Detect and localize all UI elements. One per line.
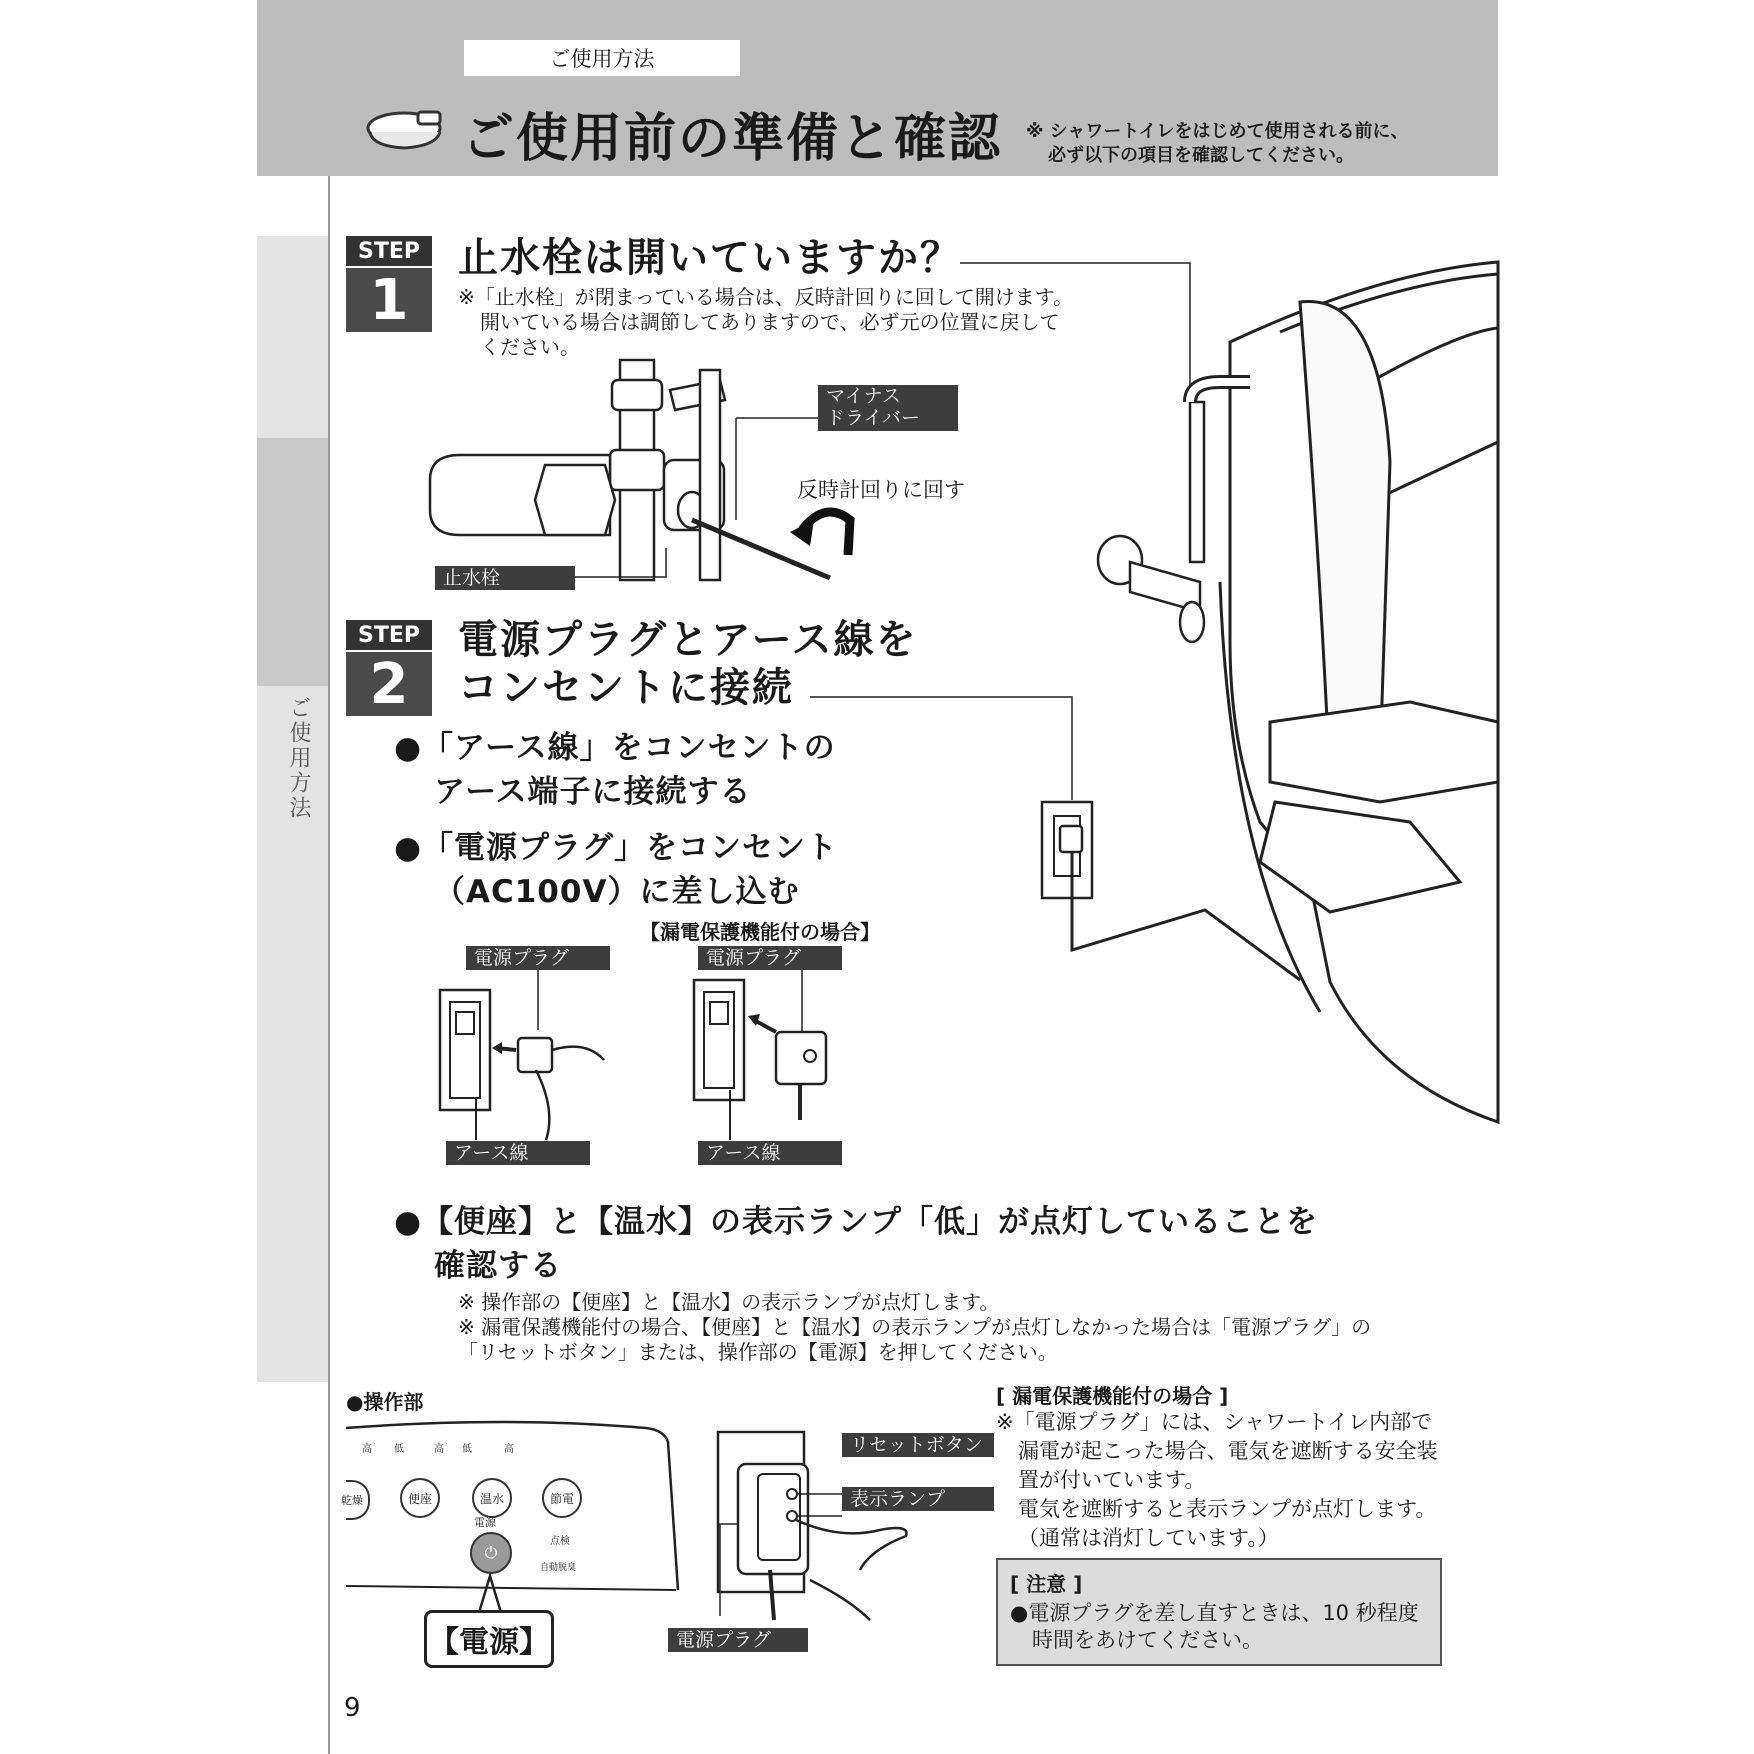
deodor-label: 自動脱臭 — [540, 1563, 577, 1573]
eco-button-label: 節電 — [549, 1491, 574, 1506]
tag-stop-valve: 止水栓 — [435, 566, 575, 590]
leakage-info-line3: 置が付いています。 — [1018, 1468, 1206, 1492]
water-high-label: 高 — [434, 1444, 444, 1455]
leakage-heading: 【漏電保護機能付の場合】 — [640, 920, 880, 944]
step1-number: 1 — [346, 268, 432, 332]
seat-low-label: 低 — [394, 1444, 404, 1455]
step2-word: STEP — [346, 620, 432, 652]
tag-indicator-lamp: 表示ランプ — [842, 1487, 994, 1511]
eco-button[interactable] — [542, 1478, 582, 1518]
leakage-info-line5: （通常は消灯しています。） — [1018, 1526, 1279, 1550]
water-high-label-2: 高 — [504, 1444, 514, 1455]
tag-plug-left: 電源プラグ — [466, 946, 610, 970]
tag-screwdriver-line1: マイナス — [826, 385, 901, 407]
leakage-info-line2: 漏電が起こった場合、電気を遮断する安全装 — [1018, 1439, 1438, 1463]
header-note-line2: 必ず以下の項目を確認してください。 — [1048, 145, 1354, 166]
step2-bullet3-line2: 確認する — [434, 1248, 562, 1284]
tag-plug-right: 電源プラグ — [698, 946, 842, 970]
side-tab-label: ご使用方法 — [286, 696, 311, 821]
leakage-info-heading: [ 漏電保護機能付の場合 ] — [996, 1384, 1229, 1408]
step2-bullet2-line2: （AC100V）に差し込む — [434, 874, 800, 910]
caution-heading: [ 注意 ] — [1010, 1572, 1083, 1596]
water-button-label: 温水 — [479, 1491, 504, 1506]
water-low-label: 低 — [462, 1444, 472, 1455]
tag-screwdriver-line2: ドライバー — [826, 407, 921, 429]
section-label: ご使用方法 — [464, 40, 740, 76]
leakage-info-line1: ※「電源プラグ」には、シャワートイレ内部で — [996, 1410, 1433, 1434]
rotate-label: 反時計回りに回す — [797, 478, 965, 502]
plug-left-illustration — [436, 970, 606, 1140]
dry-button-label: 乾燥 — [341, 1494, 363, 1507]
caution-body — [1010, 1600, 1419, 1654]
power-callout: 【電源】 — [424, 1610, 554, 1668]
dry-button[interactable] — [341, 1480, 370, 1520]
step2-note2-line1: ※ 漏電保護機能付の場合、【便座】と【温水】の表示ランプが点灯しなかった場合は「電源プラグ」の — [458, 1315, 1372, 1339]
step1-heading: 止水栓は開いていますか？ — [458, 235, 962, 281]
check-label: 点検 — [550, 1536, 570, 1547]
seat-button[interactable] — [400, 1478, 440, 1518]
control-panel — [341, 1440, 676, 1573]
power-label: 電源 — [474, 1516, 496, 1529]
page-number: 9 — [344, 1693, 361, 1723]
step2-heading-line1: 電源プラグとアース線を — [458, 617, 918, 663]
water-button[interactable] — [472, 1478, 512, 1518]
page-title: ご使用前の準備と確認 — [462, 109, 1003, 169]
seat-button-label: 便座 — [407, 1491, 432, 1506]
step2-bullet3 — [394, 1200, 1318, 1288]
header-note-line1: ※ シャワートイレをはじめて使用される前に、 — [1026, 121, 1409, 142]
step2-note1: ※ 操作部の【便座】と【温水】の表示ランプが点灯します。 — [458, 1290, 1000, 1314]
step2-bullet3-line1: ●【便座】と【温水】の表示ランプ「低」が点灯していることを — [394, 1204, 1319, 1240]
caution-box — [996, 1558, 1442, 1666]
tag-earth-right: アース線 — [698, 1141, 842, 1165]
seat-high-label: 高 — [362, 1444, 372, 1455]
step2-bullet1-line2: アース端子に接続する — [434, 774, 752, 810]
step2-notes — [458, 1290, 1371, 1365]
step2-number: 2 — [346, 652, 432, 716]
tag-plug-reset: 電源プラグ — [668, 1628, 808, 1652]
step1-note-line1: ※「止水栓」が閉まっている場合は、反時計回りに回して開けます。 — [458, 285, 1074, 309]
step2-bullet2 — [394, 826, 838, 914]
step1-word: STEP — [346, 236, 432, 268]
power-button[interactable]: ⏻ — [470, 1532, 512, 1574]
wall-outlet-illustration — [1040, 790, 1340, 990]
step2-bullet2-line1: ●「電源プラグ」をコンセント — [394, 830, 839, 866]
step2-heading-line2: コンセントに接続 — [458, 665, 794, 711]
plug-right-illustration — [690, 970, 850, 1140]
step2-note2-line2: 「リセットボタン」または、操作部の【電源】を押してください。 — [458, 1340, 1058, 1364]
caution-line2: 時間をあけてください。 — [1032, 1628, 1263, 1652]
panel-heading: ●操作部 — [346, 1390, 424, 1414]
caution-line1: ●電源プラグを差し直すときは、10 秒程度 — [1010, 1601, 1419, 1625]
leakage-info — [996, 1408, 1438, 1553]
step1-note-line2: 開いている場合は調節してありますので、必ず元の位置に戻して — [480, 310, 1060, 334]
step2-bullet1-line1: ●「アース線」をコンセントの — [394, 730, 836, 766]
leakage-info-line4: 電気を遮断すると表示ランプが点灯します。 — [1018, 1497, 1437, 1521]
tag-earth-left: アース線 — [446, 1141, 590, 1165]
step1-note-line3: ください。 — [480, 335, 580, 359]
step2-bullet1 — [394, 726, 836, 814]
tag-reset-button: リセットボタン — [842, 1433, 994, 1457]
